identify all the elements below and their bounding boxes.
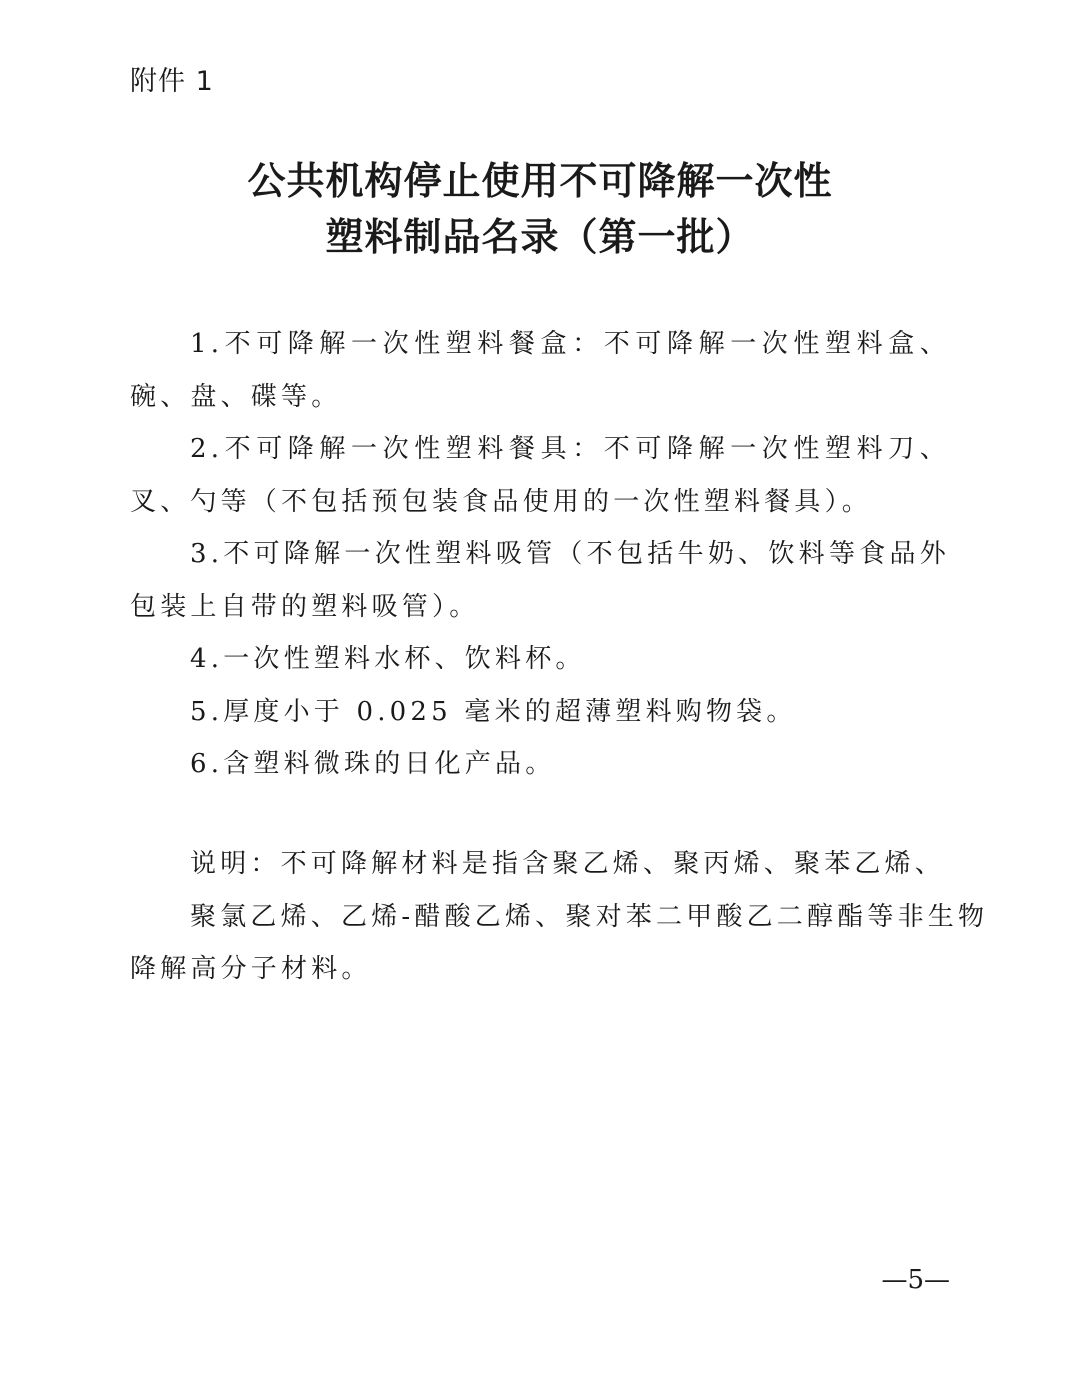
attachment-label: 附件 1 [130, 66, 214, 97]
title-line-1: 公共机构停止使用不可降解一次性 [247, 159, 833, 203]
list-item-6: 6.含塑料微珠的日化产品。 [190, 749, 556, 779]
note-line-1: 说明：不可降解材料是指含聚乙烯、聚丙烯、聚苯乙烯、 [190, 849, 946, 879]
note-line-3: 降解高分子材料。 [130, 954, 372, 984]
list-item-1: 1.不可降解一次性塑料餐盒：不可降解一次性塑料盒、碗、盘、碟等。 [130, 329, 950, 412]
title-line-2: 塑料制品名录（第一批） [325, 215, 755, 259]
document-title [0, 153, 1080, 265]
explanatory-note [130, 838, 989, 996]
list-item-4: 4.一次性塑料水杯、饮料杯。 [190, 644, 586, 674]
list-item-3: 3.不可降解一次性塑料吸管（不包括牛奶、饮料等食品外包装上自带的塑料吸管）。 [130, 539, 950, 622]
page-number: —5— [881, 1265, 950, 1295]
item-list [130, 318, 950, 791]
list-item-5: 5.厚度小于 0.025 毫米的超薄塑料购物袋。 [190, 696, 797, 727]
note-line-2: 聚氯乙烯、乙烯-醋酸乙烯、聚对苯二甲酸乙二醇酯等非生物 [190, 901, 989, 932]
list-item-2: 2.不可降解一次性塑料餐具：不可降解一次性塑料刀、叉、勺等（不包括预包装食品使用的一次性塑料餐具）。 [130, 434, 950, 517]
